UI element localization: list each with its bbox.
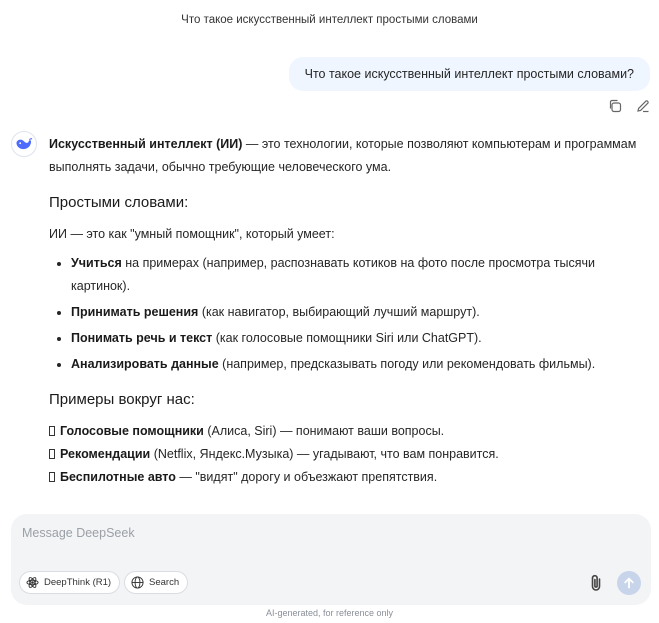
list-item: [49, 301, 649, 324]
deepthink-label: DeepThink (R1): [44, 577, 112, 588]
intro-text: — это технологии, которые позволяют компьютерам и программам выполнять задачи, обычно требующие человеческого ума.: [49, 137, 637, 174]
answer-intro: [49, 133, 649, 179]
emoji-placeholder-icon: [49, 426, 55, 436]
example-bold: Рекомендации: [60, 447, 151, 461]
list-item-bold: Принимать решения: [71, 305, 199, 319]
copy-icon[interactable]: [607, 98, 623, 114]
list-item: [49, 252, 649, 298]
list-item: [49, 327, 649, 350]
example-line: [49, 466, 649, 489]
emoji-placeholder-icon: [49, 449, 55, 459]
example-text: (Netflix, Яндекс.Музыка) — угадывают, что вам понравится.: [150, 447, 499, 461]
list-item-text: (например, предсказывать погоду или рекомендовать фильмы).: [218, 357, 596, 371]
example-text: — "видят" дорогу и объезжают препятствия.: [175, 470, 438, 484]
emoji-placeholder-icon: [49, 472, 55, 482]
deepseek-whale-icon: [11, 131, 37, 157]
edit-icon[interactable]: [635, 98, 651, 114]
send-button[interactable]: [617, 571, 641, 595]
simple-lead: ИИ — это как "умный помощник", который умеет:: [49, 227, 335, 241]
example-line: [49, 443, 649, 466]
heading-examples: Примеры вокруг нас:: [49, 391, 195, 408]
paperclip-icon[interactable]: [587, 573, 605, 593]
search-label: Search: [149, 577, 180, 588]
list-item-bold: Учиться: [71, 256, 122, 270]
list-item-text: (как навигатор, выбирающий лучший маршрут).: [198, 305, 480, 319]
search-button[interactable]: [124, 571, 188, 594]
skills-list: [49, 252, 649, 376]
disclaimer: AI-generated, for reference only: [265, 608, 394, 618]
chat-title: Что такое искусственный интеллект простыми словами: [181, 14, 478, 26]
list-item: [49, 353, 649, 376]
message-composer[interactable]: [11, 514, 651, 605]
example-bold: Беспилотные авто: [60, 470, 176, 484]
message-input[interactable]: Message DeepSeek: [22, 526, 135, 540]
list-item-text: (как голосовые помощники Siri или ChatGPT).: [212, 331, 482, 345]
atom-icon: [26, 576, 39, 589]
assistant-answer: [49, 133, 649, 489]
deepthink-button[interactable]: [19, 571, 120, 594]
user-message: Что такое искусственный интеллект простыми словами?: [289, 57, 650, 91]
globe-icon: [131, 576, 144, 589]
message-actions: [607, 98, 651, 114]
intro-term: Искусственный интеллект (ИИ): [49, 137, 243, 151]
list-item-text: на примерах (например, распознавать котиков на фото после просмотра тысячи картинок).: [71, 256, 596, 293]
example-bold: Голосовые помощники: [60, 424, 204, 438]
example-text: (Алиса, Siri) — понимают ваши вопросы.: [203, 424, 445, 438]
examples-list: [49, 420, 649, 489]
list-item-bold: Понимать речь и текст: [71, 331, 213, 345]
list-item-bold: Анализировать данные: [71, 357, 219, 371]
example-line: [49, 420, 649, 443]
arrow-up-icon: [623, 577, 635, 589]
heading-simple: Простыми словами:: [49, 194, 189, 211]
